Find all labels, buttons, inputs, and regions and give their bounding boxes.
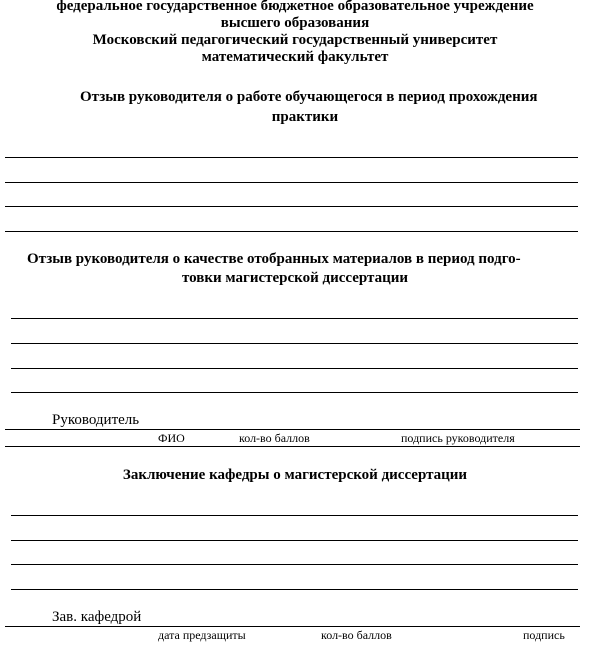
section1-line-2[interactable] [5,182,578,183]
supervisor-label: Руководитель [52,412,140,428]
section2-title: Отзыв руководителя о качестве отобранных материалов в период подго- [27,251,521,267]
section1-line-1[interactable] [5,157,578,158]
caption-head-signature: подпись [523,628,565,642]
section2-line-1[interactable] [11,318,578,319]
head-signature-line[interactable] [5,626,580,627]
section2-line-3[interactable] [11,368,578,369]
section1-line-4[interactable] [5,231,578,232]
section1-title: Отзыв руководителя о работе обучающегося в период прохождения [80,89,538,105]
section3-line-3[interactable] [11,564,578,565]
section1-title-cont: практики [271,109,339,125]
section2-line-4[interactable] [11,392,578,393]
caption-head-score: кол-во баллов [321,628,392,642]
supervisor-signature-line[interactable] [5,429,580,430]
supervisor-caption-line [5,446,580,447]
head-of-department-label: Зав. кафедрой [52,609,142,625]
section3-line-4[interactable] [11,589,578,590]
section3-title: Заключение кафедры о магистерской диссертации [122,467,468,483]
section3-line-1[interactable] [11,515,578,516]
section2-title-cont: товки магистерской диссертации [181,270,409,286]
university-name: Московский педагогический государственный университет [92,32,498,48]
section1-line-3[interactable] [5,206,578,207]
section2-line-2[interactable] [11,343,578,344]
org-name: федеральное государственное бюджетное образовательное учреждение [56,0,534,14]
faculty-name: математический факультет [201,49,389,65]
section3-line-2[interactable] [11,540,578,541]
caption-supervisor-signature: подпись руководителя [401,431,515,445]
org-level: высшего образования [220,15,370,31]
caption-fio: ФИО [158,431,185,445]
caption-score: кол-во баллов [239,431,310,445]
caption-predefense-date: дата предзащиты [158,628,246,642]
